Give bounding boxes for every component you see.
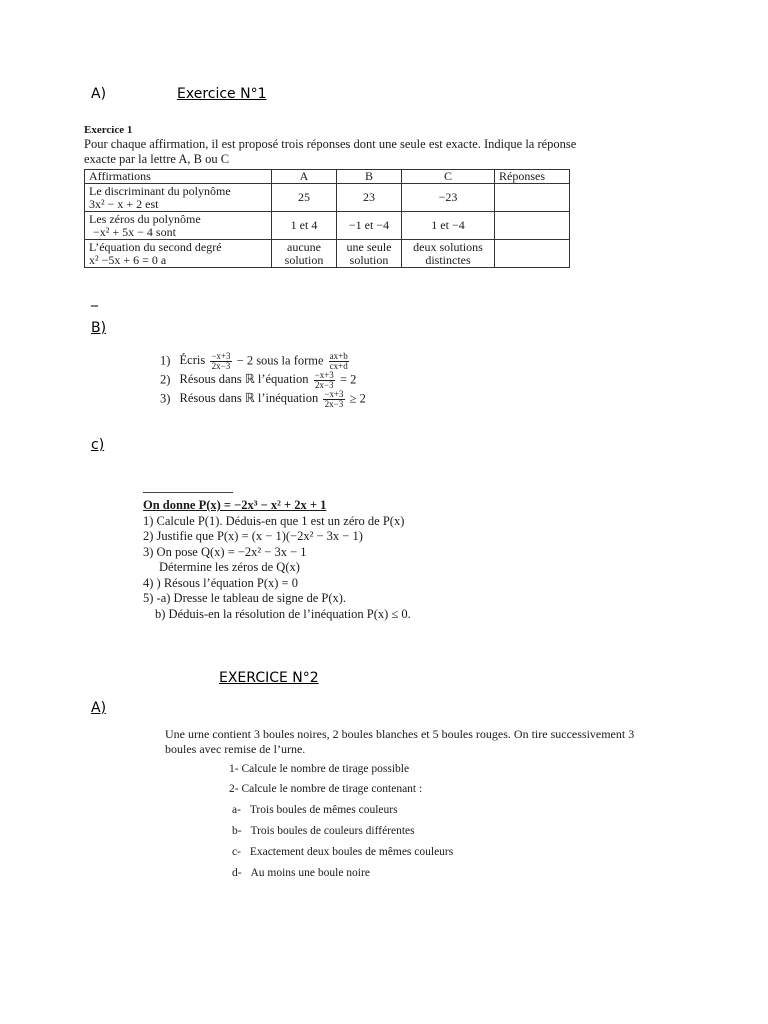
ex2-sub-item	[232, 824, 415, 839]
section-label-a: A)	[91, 86, 107, 102]
affirmation-text: Le discriminant du polynôme	[89, 183, 231, 198]
table-cell: −1 et −4	[337, 212, 402, 240]
b-item-number: 1)	[160, 353, 171, 368]
table-cell: −23	[402, 184, 495, 212]
sub-item-text: Trois boules de couleurs différentes	[250, 825, 415, 837]
b-item-text: Résous dans ℝ l’équation	[179, 372, 309, 387]
scan-part-b	[160, 352, 420, 409]
fraction	[329, 352, 349, 371]
sub-item-letter: d-	[232, 867, 242, 879]
sub-item-text: Exactement deux boules de mêmes couleurs	[249, 846, 454, 858]
section-label-c: c)	[91, 437, 105, 453]
response-cell	[495, 240, 570, 268]
table-cell: 1 et 4	[272, 212, 337, 240]
fraction-numerator: −x+3	[211, 351, 231, 361]
c-line: 3) On pose Q(x) = −2x² − 3x − 1	[143, 544, 307, 559]
underscore-mark: _	[91, 291, 98, 307]
table-header: B	[337, 170, 402, 184]
ex2-intro-line-2: boules avec remise de l’urne.	[165, 742, 306, 756]
fraction	[323, 390, 344, 409]
table-row	[85, 184, 570, 212]
sub-item-text: Trois boules de mêmes couleurs	[249, 804, 398, 816]
option-text: solution	[349, 252, 389, 267]
scan-heading: Exercice 1	[84, 126, 133, 134]
option-text: aucune	[287, 239, 321, 254]
ex2-sub-item	[232, 845, 453, 860]
ex2-item-1: 1- Calcule le nombre de tirage possible	[229, 763, 410, 775]
table-header-row	[85, 170, 570, 184]
option-text: deux solutions	[413, 239, 483, 254]
exercise-1-title: Exercice N°1	[177, 86, 267, 102]
c-line: 5) -a) Dresse le tableau de signe de P(x).	[143, 591, 347, 605]
fraction-denominator: 2x−3	[211, 361, 231, 371]
fraction-numerator: ax+b	[329, 351, 348, 361]
b-item-text: = 2	[339, 372, 357, 387]
table-row	[85, 212, 570, 240]
table-cell	[337, 240, 402, 268]
affirmation-text: −x² + 5x − 4 sont	[93, 224, 176, 239]
ex2-intro-line-1: Une urne contient 3 boules noires, 2 boules blanches et 5 boules rouges. On tire successivement 3	[165, 727, 635, 741]
table-cell	[85, 240, 272, 268]
fraction-denominator: 2x−3	[324, 399, 344, 409]
table-cell	[85, 212, 272, 240]
affirmations-table	[84, 169, 570, 268]
scan-exercise-1	[84, 126, 584, 268]
table-header: C	[402, 170, 495, 184]
affirmation-text: Les zéros du polynôme	[89, 211, 201, 226]
table-header: Affirmations	[85, 170, 272, 184]
affirmation-text: x² −5x + 6 = 0 a	[89, 252, 167, 267]
section-label-a-ex2: A)	[91, 700, 107, 716]
affirmation-text: L’équation du second degré	[89, 239, 222, 254]
table-header: Réponses	[495, 170, 570, 184]
b-item-number: 2)	[160, 372, 171, 387]
scan-exercise-2-intro	[165, 727, 635, 757]
section-label-b: B)	[91, 320, 107, 336]
option-text: solution	[284, 252, 324, 267]
fraction-denominator: cx+d	[329, 361, 348, 371]
option-text: distinctes	[425, 252, 471, 267]
b-item-1	[160, 352, 420, 371]
table-header: A	[272, 170, 337, 184]
fraction-numerator: −x+3	[324, 389, 344, 399]
table-cell	[85, 184, 272, 212]
option-text: une seule	[346, 239, 392, 254]
b-item-3	[160, 390, 420, 409]
ex2-sub-item	[232, 803, 398, 818]
response-cell	[495, 184, 570, 212]
c-line: 1) Calcule P(1). Déduis-en que 1 est un zéro de P(x)	[143, 513, 405, 528]
table-cell	[402, 240, 495, 268]
b-item-text: − 2 sous la forme	[236, 353, 324, 368]
response-cell	[495, 212, 570, 240]
scan-heading-rule	[143, 492, 233, 495]
scan-intro-line-2: exacte par la lettre A, B ou C	[84, 152, 230, 166]
c-line: Détermine les zéros de Q(x)	[159, 560, 300, 574]
b-item-number: 3)	[160, 391, 171, 406]
c-line: 2) Justifie que P(x) = (x − 1)(−2x² − 3x − 1)	[143, 529, 363, 543]
c-intro: On donne P(x) = −2x³ − x² + 2x + 1	[143, 498, 327, 512]
sub-item-text: Au moins une boule noire	[250, 867, 370, 879]
sub-item-letter: c-	[232, 846, 241, 858]
sub-item-letter: a-	[232, 804, 241, 816]
ex2-sub-item	[232, 866, 370, 881]
scan-part-c	[143, 498, 443, 622]
b-item-text: Résous dans ℝ l’inéquation	[179, 391, 319, 406]
fraction-numerator: −x+3	[314, 370, 334, 380]
exercise-2-title: EXERCICE N°2	[219, 670, 319, 686]
table-cell: 1 et −4	[402, 212, 495, 240]
ex2-item-2: 2- Calcule le nombre de tirage contenant :	[229, 783, 423, 795]
affirmation-text: 3x² − x + 2 est	[89, 196, 159, 211]
b-item-text: Écris	[179, 353, 206, 368]
sub-item-letter: b-	[232, 825, 242, 837]
table-cell: 25	[272, 184, 337, 212]
table-row	[85, 240, 570, 268]
fraction	[314, 371, 335, 390]
fraction	[210, 352, 231, 371]
table-cell	[272, 240, 337, 268]
b-item-text: ≥ 2	[349, 391, 366, 406]
table-cell: 23	[337, 184, 402, 212]
b-item-2	[160, 371, 420, 390]
fraction-denominator: 2x−3	[314, 380, 334, 390]
c-line: b) Déduis-en la résolution de l’inéquation P(x) ≤ 0.	[155, 606, 411, 621]
scan-intro-line-1: Pour chaque affirmation, il est proposé trois réponses dont une seule est exacte. Indique la réponse	[84, 137, 577, 151]
c-line: 4) ) Résous l’équation P(x) = 0	[143, 575, 298, 590]
